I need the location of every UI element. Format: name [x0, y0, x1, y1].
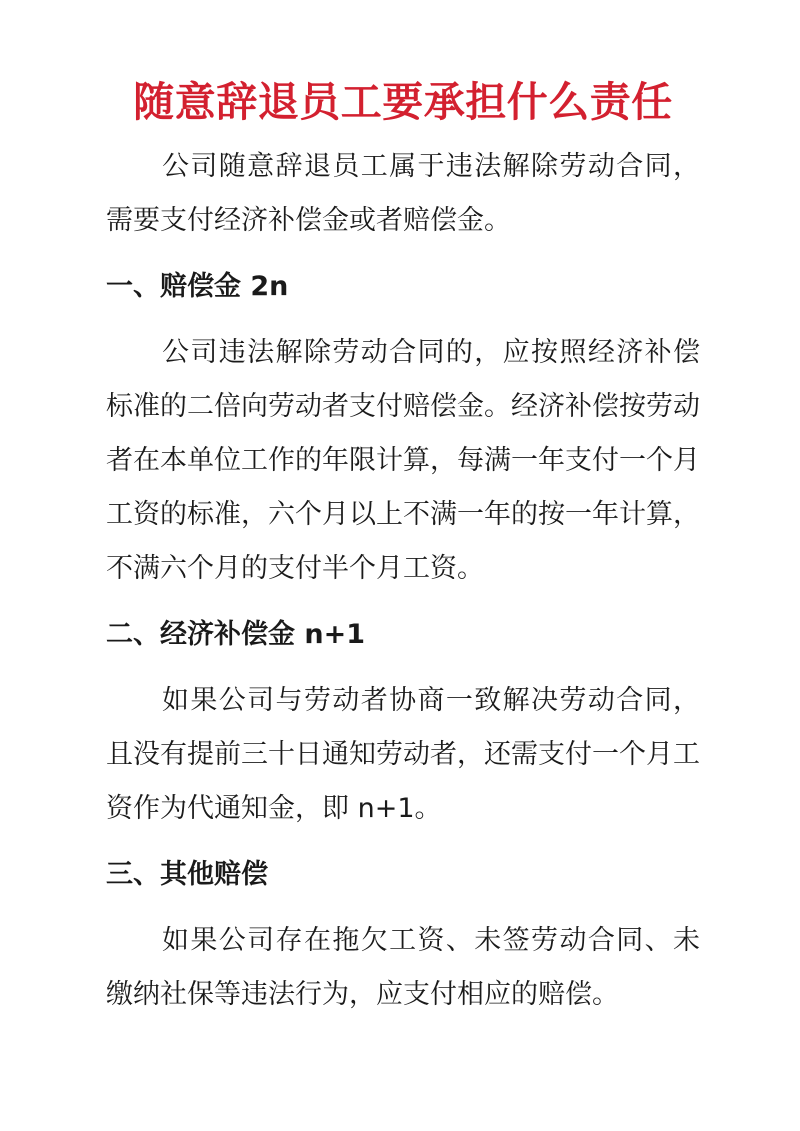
document-title: 随意辞退员工要承担什么责任	[133, 78, 673, 126]
section-2-body: 如果公司与劳动者协商一致解决劳动合同，且没有提前三十日通知劳动者，还需支付一个月工资作为代通知金，即 n+1。	[106, 685, 700, 824]
section-1-heading: 一、赔偿金 2n	[106, 271, 289, 302]
section-3-body: 如果公司存在拖欠工资、未签劳动合同、未缴纳社保等违法行为，应支付相应的赔偿。	[106, 925, 700, 1010]
section-2-heading: 二、经济补偿金 n+1	[106, 619, 366, 650]
intro-paragraph: 公司随意辞退员工属于违法解除劳动合同，需要支付经济补偿金或者赔偿金。	[106, 151, 700, 236]
section-3-heading: 三、其他赔偿	[106, 859, 268, 890]
section-1-body: 公司违法解除劳动合同的，应按照经济补偿标准的二倍向劳动者支付赔偿金。经济补偿按劳动者在本单位工作的年限计算，每满一年支付一个月工资的标准，六个月以上不满一年的按一年计算，不满六个月的支付半个月工资。	[106, 337, 700, 584]
